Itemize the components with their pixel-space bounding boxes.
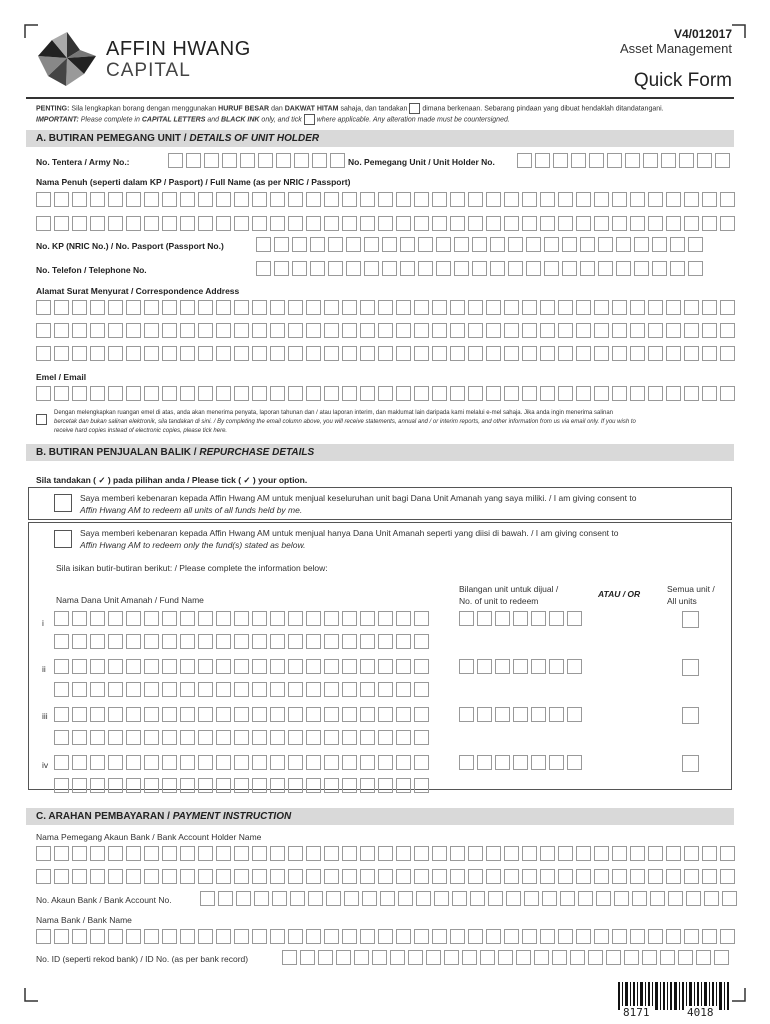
- army-no-label: No. Tentera / Army No.:: [36, 157, 130, 167]
- address-label: Alamat Surat Menyurat / Correspondence Address: [36, 286, 240, 296]
- id-no-label: No. ID (seperti rekod bank) / ID No. (as per bank record): [36, 954, 249, 964]
- fund-row-label: iii: [42, 711, 48, 721]
- corner-mark-bottom-right: [732, 988, 746, 1002]
- notice-important: IMPORTANT: Please complete in CAPITAL LETTERS and BLACK INK only, and tick where applicable. Any alteration made must be countersigned.: [36, 114, 736, 125]
- bank-name-label: Nama Bank / Bank Name: [36, 915, 132, 925]
- fund-name-input-3a[interactable]: [54, 707, 432, 722]
- fund-row-label: ii: [42, 664, 46, 674]
- check-icon: [304, 114, 315, 125]
- option-instruction: Sila tandakan ( ✓ ) pada pilihan anda / Please tick ( ✓ ) your option.: [36, 475, 308, 485]
- account-no-label: No. Akaun Bank / Bank Account No.: [36, 895, 172, 905]
- units-input-3[interactable]: [459, 707, 585, 722]
- option1-text: Saya memberi kebenaran kepada Affin Hwang AM untuk menjual keseluruhan unit bagi Dana Unit Amanah yang saya miliki. / I am giving consent to Affin Hwang AM to redeem all units of all funds held by me.: [80, 493, 637, 515]
- affin-hwang-logo-icon: [36, 30, 98, 88]
- telephone-label: No. Telefon / Telephone No.: [36, 265, 147, 275]
- fund-name-input-3b[interactable]: [54, 730, 432, 745]
- form-version: V4/012017: [673, 27, 732, 41]
- fund-name-input-2a[interactable]: [54, 659, 432, 674]
- fund-name-input-1a[interactable]: [54, 611, 432, 626]
- email-label: Emel / Email: [36, 372, 87, 382]
- section-b-header: B. BUTIRAN PENJUALAN BALIK / REPURCHASE DETAILS: [26, 444, 734, 461]
- address-input-row-3[interactable]: [36, 346, 738, 361]
- barcode: [618, 982, 730, 1020]
- units-input-4[interactable]: [459, 755, 585, 770]
- redeem-all-checkbox[interactable]: [54, 494, 72, 512]
- all-units-checkbox-1[interactable]: [682, 611, 699, 628]
- fund-name-input-4a[interactable]: [54, 755, 432, 770]
- brand-name: AFFIN HWANG: [106, 38, 251, 60]
- bank-name-input[interactable]: [36, 929, 738, 944]
- section-c-header: C. ARAHAN PEMBAYARAN / PAYMENT INSTRUCTION: [26, 808, 734, 825]
- full-name-input-row-1[interactable]: [36, 192, 738, 207]
- all-units-header: Semua unit / All units: [667, 584, 715, 606]
- account-no-input[interactable]: [200, 891, 740, 906]
- all-units-checkbox-4[interactable]: [682, 755, 699, 772]
- address-input-row-1[interactable]: [36, 300, 738, 315]
- email-consent-text: Dengan melengkapkan ruangan emel di atas, anda akan menerima penyata, laporan tahunan dan / atau laporan interim, dan maklumat lain daripada kami melalui e-mel sahaja. Jika anda ingin menerima salinan bercetak dan bukan salinan elektronik, sila tandakan di sini. / By completing the email column above, you will receive statements, annual and / or interim reports, and other information from us via email only. If you wish to receive hard copies instead of electronic copies, please tick here.: [54, 410, 636, 434]
- fund-row-label: iv: [42, 760, 49, 770]
- all-units-checkbox-3[interactable]: [682, 707, 699, 724]
- unit-holder-no-label: No. Pemegang Unit / Unit Holder No.: [348, 157, 495, 167]
- corner-mark-bottom-left: [24, 988, 38, 1002]
- form-title: Quick Form: [633, 70, 732, 91]
- barcode-left-digits: 8171: [620, 1006, 653, 1019]
- barcode-right-digits: 4018: [684, 1006, 717, 1019]
- fund-row-label: i: [42, 618, 44, 628]
- option2-text: Saya memberi kebenaran kepada Affin Hwang AM untuk menjual hanya Dana Unit Amanah seperti yang diisi di bawah. / I am giving consent to Affin Hwang AM to redeem only the fund(s) stated as below.: [80, 528, 619, 550]
- fund-name-input-2b[interactable]: [54, 682, 432, 697]
- nric-label: No. KP (NRIC No.) / No. Pasport (Passport No.): [36, 241, 224, 251]
- army-no-input[interactable]: [168, 153, 348, 168]
- account-holder-input-row-2[interactable]: [36, 869, 738, 884]
- fund-name-input-1b[interactable]: [54, 634, 432, 649]
- brand-subname: CAPITAL: [106, 60, 191, 81]
- notice-penting: PENTING: Sila lengkapkan borang dengan menggunakan HURUF BESAR dan DAKWAT HITAM sahaja, dan tandakan dimana berkenaan. Sebarang pindaan yang dibuat hendaklah ditandatangani.: [36, 103, 736, 114]
- unit-holder-no-input[interactable]: [517, 153, 733, 168]
- full-name-label: Nama Penuh (seperti dalam KP / Pasport) / Full Name (as per NRIC / Passport): [36, 177, 351, 187]
- check-icon: [409, 103, 420, 114]
- account-holder-label: Nama Pemegang Akaun Bank / Bank Account Holder Name: [36, 832, 262, 842]
- units-input-1[interactable]: [459, 611, 585, 626]
- all-units-checkbox-2[interactable]: [682, 659, 699, 676]
- fund-name-header: Nama Dana Unit Amanah / Fund Name: [56, 595, 204, 605]
- address-input-row-2[interactable]: [36, 323, 738, 338]
- full-name-input-row-2[interactable]: [36, 216, 738, 231]
- corner-mark-top-right: [732, 24, 746, 38]
- units-input-2[interactable]: [459, 659, 585, 674]
- header-divider: [26, 97, 734, 99]
- telephone-input[interactable]: [256, 261, 706, 276]
- units-header: Bilangan unit untuk dijual / No. of unit to redeem: [459, 584, 559, 606]
- hardcopy-checkbox[interactable]: [36, 414, 47, 425]
- division-name: Asset Management: [619, 41, 732, 56]
- or-header: ATAU / OR: [598, 589, 641, 599]
- fill-below-text: Sila isikan butir-butiran berikut: / Please complete the information below:: [56, 563, 328, 573]
- redeem-selected-checkbox[interactable]: [54, 530, 72, 548]
- id-no-input[interactable]: [282, 950, 732, 965]
- account-holder-input-row-1[interactable]: [36, 846, 738, 861]
- email-input[interactable]: [36, 386, 738, 401]
- section-a-header: A. BUTIRAN PEMEGANG UNIT / DETAILS OF UNIT HOLDER: [26, 130, 734, 147]
- fund-name-input-4b[interactable]: [54, 778, 432, 793]
- nric-input[interactable]: [256, 237, 706, 252]
